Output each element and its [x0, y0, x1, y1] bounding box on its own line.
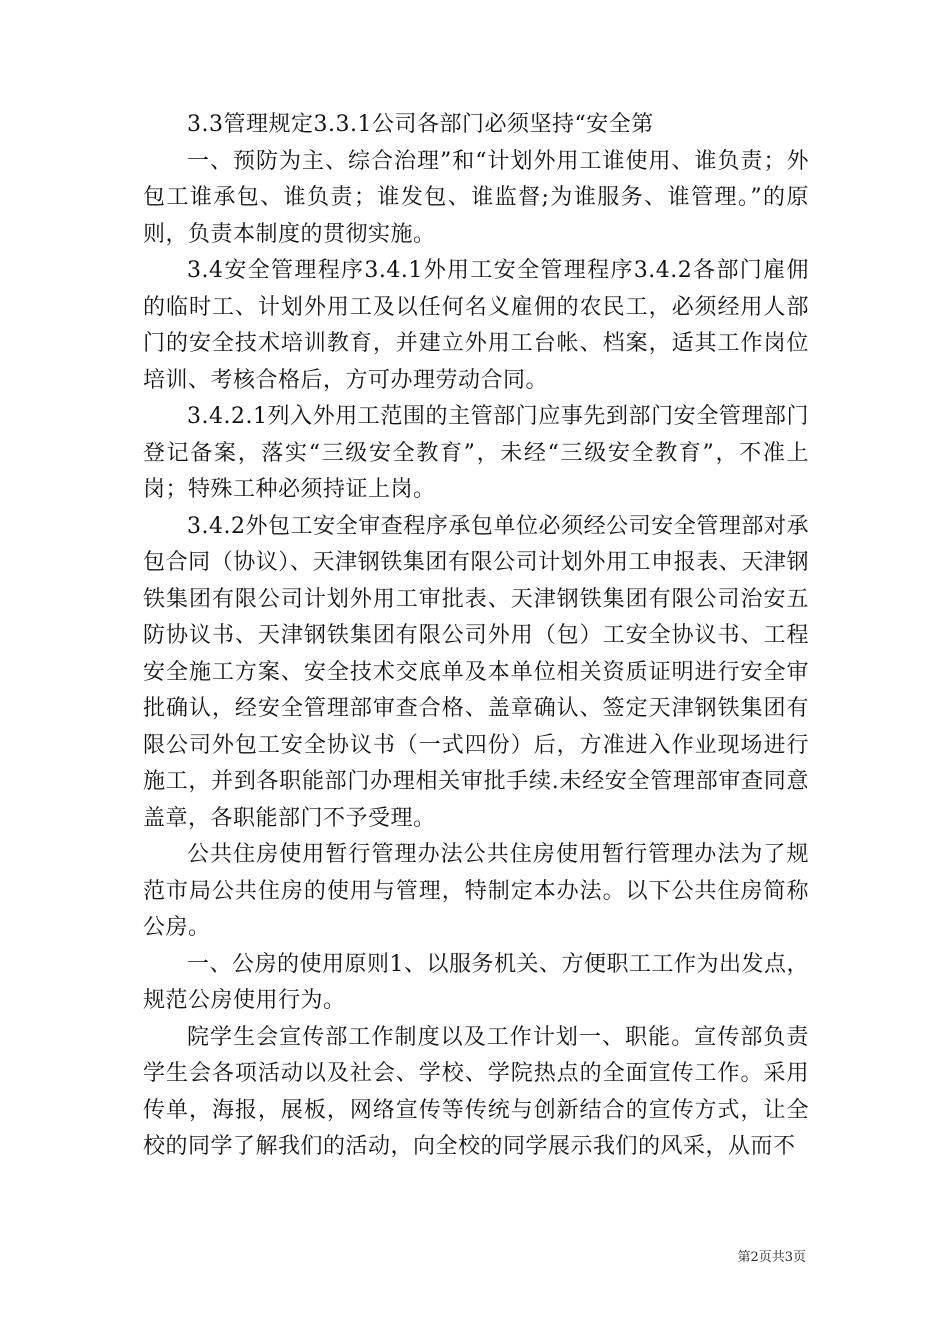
paragraph-4: 3.4.2.1列入外用工范围的主管部门应事先到部门安全管理部门登记备案，落实“三级安全教育”，未经“三级安全教育”，不准上岗；特殊工种必须持证上岗。 — [143, 404, 809, 502]
paragraph-5: 3.4.2外包工安全审查程序承包单位必须经公司安全管理部对承包合同（协议）、天津钢铁集团有限公司计划外用工申报表、天津钢铁集团有限公司计划外用工审批表、天津钢铁集团有限公司治安五防协议书、天津钢铁集团有限公司外用（包）工安全协议书、工程安全施工方案、安全技术交底单及本单位相关资质证明进行安全审批确认，经安全管理部审查合格、盖章确认、签定天津钢铁集团有限公司外包工安全协议书（一式四份）后，方准进入作业现场进行施工，并到各职能部门办理相关审批手续.未经安全管理部审查同意盖章，各职能部门不予受理。 — [143, 513, 809, 831]
paragraph-1: 3.3管理规定3.3.1公司各部门必须坚持“安全第 — [187, 112, 654, 137]
paragraph-8: 院学生会宣传部工作制度以及工作计划一、职能。宣传部负责学生会各项活动以及社会、学校、学院热点的全面宣传工作。采用传单，海报，展板，网络宣传等传统与创新结合的宣传方式，让全校的同学了解我们的活动，向全校的同学展示我们的风采，从而不 — [143, 1024, 809, 1159]
paragraph-7: 一、公房的使用原则1、以服务机关、方便职工工作为出发点，规范公房使用行为。 — [143, 951, 809, 1013]
paragraph-2: 一、预防为主、综合治理”和“计划外用工谁使用、谁负责；外包工谁承包、谁负责；谁发包、谁监督;为谁服务、谁管理。”的原则，负责本制度的贯彻实施。 — [143, 148, 809, 247]
page-number: 第2页共3页 — [737, 1250, 806, 1265]
document-body — [143, 107, 809, 1166]
paragraph-6: 公共住房使用暂行管理办法公共住房使用暂行管理办法为了规范市局公共住房的使用与管理，特制定本办法。以下公共住房简称公房。 — [143, 842, 809, 940]
paragraph-3: 3.4安全管理程序3.4.1外用工安全管理程序3.4.2各部门雇佣的临时工、计划外用工及以任何名义雇佣的农民工，必须经用人部门的安全技术培训教育，并建立外用工台帐、档案，适其工作岗位培训、考核合格后，方可办理劳动合同。 — [143, 258, 809, 393]
